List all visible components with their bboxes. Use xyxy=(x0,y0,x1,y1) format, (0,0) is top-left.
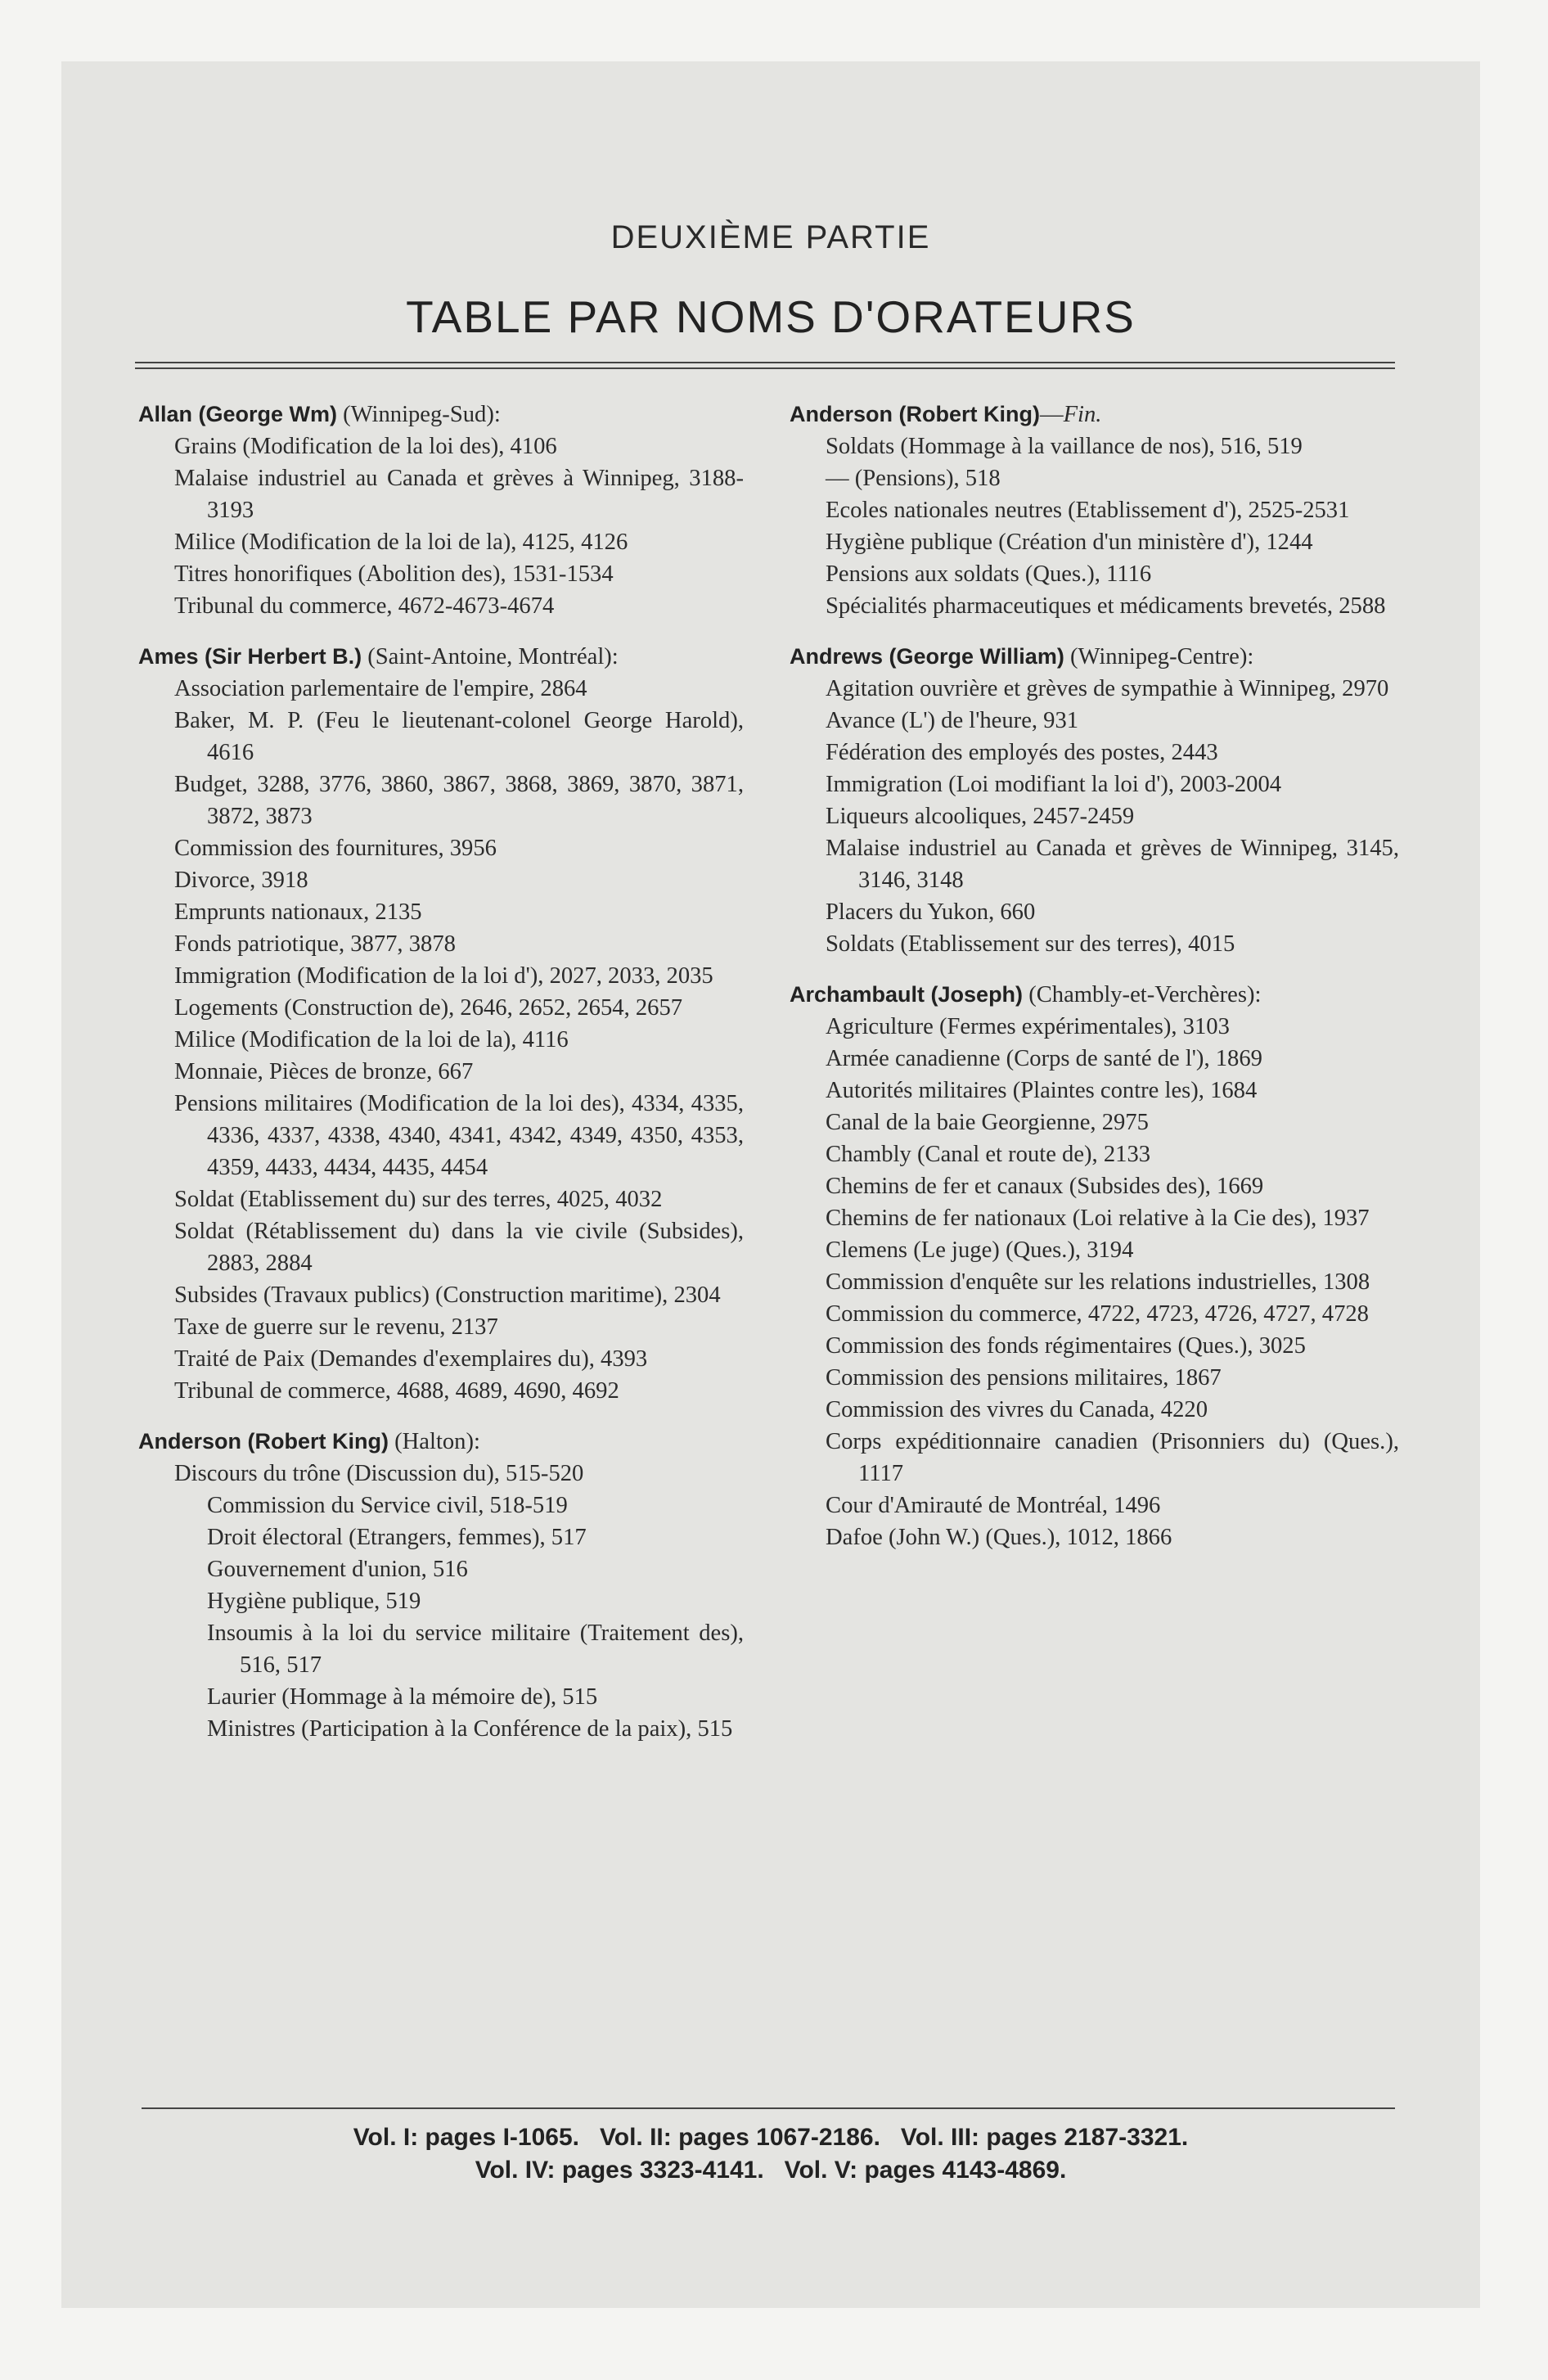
left-column xyxy=(138,399,744,1764)
index-item: Logements (Construction de), 2646, 2652, 2654, 2657 xyxy=(174,995,683,1021)
index-item: Subsides (Travaux publics) (Construction maritime), 2304 xyxy=(174,1282,721,1308)
index-item: Soldat (Etablissement du) sur des terres, 4025, 4032 xyxy=(174,1187,663,1212)
index-item: Fonds patriotique, 3877, 3878 xyxy=(174,931,456,957)
index-item: Discours du trône (Discussion du), 515-520 xyxy=(174,1461,584,1486)
index-item: Pensions aux soldats (Ques.), 1116 xyxy=(826,561,1152,587)
index-item: Liqueurs alcooliques, 2457-2459 xyxy=(826,804,1135,829)
index-item: — (Pensions), 518 xyxy=(826,466,1001,491)
index-item: Commission d'enquête sur les relations industrielles, 1308 xyxy=(826,1269,1370,1295)
index-item: Monnaie, Pièces de bronze, 667 xyxy=(174,1059,474,1084)
index-item: Commission des fonds régimentaires (Ques.), 3025 xyxy=(826,1333,1306,1359)
speaker-heading xyxy=(790,979,1399,1011)
index-item: Placers du Yukon, 660 xyxy=(826,899,1036,925)
index-item: Milice (Modification de la loi de la), 4125, 4126 xyxy=(174,530,628,555)
index-item: Canal de la baie Georgienne, 2975 xyxy=(826,1110,1149,1135)
speaker-riding: (Chambly-et-Verchères): xyxy=(1023,982,1262,1007)
index-subitem: Ministres (Participation à la Conférence de la paix), 515 xyxy=(207,1716,733,1742)
volume-pages-line-2: Vol. IV: pages 3323-4141. Vol. V: pages 4143-4869. xyxy=(475,2157,1067,2184)
index-item: Commission du commerce, 4722, 4723, 4726, 4727, 4728 xyxy=(826,1301,1369,1327)
index-item: Budget, 3288, 3776, 3860, 3867, 3868, 3869, 3870, 3871, 3872, 3873 xyxy=(174,772,744,829)
speaker-entry xyxy=(138,399,744,622)
speaker-riding: (Halton): xyxy=(388,1429,480,1454)
speaker-continued-dash: — xyxy=(1039,402,1064,427)
speaker-name: Andrews (George William) xyxy=(790,644,1064,669)
index-item: Spécialités pharmaceutiques et médicaments brevetés, 2588 xyxy=(826,593,1386,619)
index-item: Soldats (Hommage à la vaillance de nos), 516, 519 xyxy=(826,434,1303,459)
index-item: Malaise industriel au Canada et grèves de Winnipeg, 3145, 3146, 3148 xyxy=(826,836,1399,893)
index-item: Agriculture (Fermes expérimentales), 3103 xyxy=(826,1014,1230,1039)
speaker-entry xyxy=(138,641,744,1407)
right-column xyxy=(790,399,1399,1572)
index-item: Association parlementaire de l'empire, 2864 xyxy=(174,676,587,701)
index-item: Traité de Paix (Demandes d'exemplaires du), 4393 xyxy=(174,1346,648,1372)
speaker-heading xyxy=(790,641,1399,673)
index-item: Ecoles nationales neutres (Etablissement d'), 2525-2531 xyxy=(826,498,1350,523)
footer-divider xyxy=(142,2107,1395,2109)
index-item: Clemens (Le juge) (Ques.), 3194 xyxy=(826,1237,1134,1263)
index-item: Immigration (Modification de la loi d'), 2027, 2033, 2035 xyxy=(174,963,713,989)
index-item: Baker, M. P. (Feu le lieutenant-colonel George Harold), 4616 xyxy=(174,708,744,765)
index-item: Taxe de guerre sur le revenu, 2137 xyxy=(174,1314,498,1340)
speaker-entry xyxy=(790,979,1399,1553)
index-item: Malaise industriel au Canada et grèves à Winnipeg, 3188-3193 xyxy=(174,466,744,523)
index-item: Soldat (Rétablissement du) dans la vie civile (Subsides), 2883, 2884 xyxy=(174,1219,744,1276)
speaker-riding: (Winnipeg-Centre): xyxy=(1064,644,1254,669)
speaker-name: Allan (George Wm) xyxy=(138,402,338,426)
index-item: Chambly (Canal et route de), 2133 xyxy=(826,1142,1151,1167)
index-item: Armée canadienne (Corps de santé de l'), 1869 xyxy=(826,1046,1262,1071)
index-item: Tribunal du commerce, 4672-4673-4674 xyxy=(174,593,555,619)
index-item: Commission des vivres du Canada, 4220 xyxy=(826,1397,1208,1422)
index-subitem: Droit électoral (Etrangers, femmes), 517 xyxy=(207,1525,587,1550)
index-item: Titres honorifiques (Abolition des), 1531-1534 xyxy=(174,561,614,587)
speaker-entry xyxy=(138,1426,744,1745)
speaker-riding: (Winnipeg-Sud): xyxy=(337,402,501,427)
index-item: Corps expéditionnaire canadien (Prisonniers du) (Ques.), 1117 xyxy=(826,1429,1399,1486)
volume-pages-line-1: Vol. I: pages I-1065. Vol. II: pages 1067-2186. Vol. III: pages 2187-3321. xyxy=(353,2124,1189,2151)
speaker-heading xyxy=(138,641,744,673)
index-item: Divorce, 3918 xyxy=(174,868,308,893)
speaker-entry xyxy=(790,641,1399,960)
speaker-name: Archambault (Joseph) xyxy=(790,982,1024,1007)
index-item: Fédération des employés des postes, 2443 xyxy=(826,740,1218,765)
speaker-name: Anderson (Robert King) xyxy=(138,1429,389,1454)
index-item: Milice (Modification de la loi de la), 4116 xyxy=(174,1027,569,1053)
speaker-heading xyxy=(138,1426,744,1458)
page-title: TABLE PAR NOMS D'ORATEURS xyxy=(406,291,1136,342)
speaker-heading xyxy=(790,399,1399,430)
index-item: Commission des pensions militaires, 1867 xyxy=(826,1365,1222,1391)
index-item: Dafoe (John W.) (Ques.), 1012, 1866 xyxy=(826,1525,1172,1550)
index-item: Tribunal de commerce, 4688, 4689, 4690, 4692 xyxy=(174,1378,619,1404)
speaker-name: Anderson (Robert King) xyxy=(790,402,1040,426)
index-subitem: Insoumis à la loi du service militaire (Traitement des), 516, 517 xyxy=(207,1620,744,1678)
title-divider xyxy=(135,362,1395,369)
speaker-heading xyxy=(138,399,744,430)
index-item: Soldats (Etablissement sur des terres), 4015 xyxy=(826,931,1235,957)
index-item: Autorités militaires (Plaintes contre les), 1684 xyxy=(826,1078,1258,1103)
speaker-entry xyxy=(790,399,1399,622)
index-subitem: Gouvernement d'union, 516 xyxy=(207,1557,468,1582)
speaker-riding: (Saint-Antoine, Montréal): xyxy=(362,644,619,669)
index-item: Cour d'Amirauté de Montréal, 1496 xyxy=(826,1493,1161,1518)
index-page xyxy=(61,61,1480,2308)
index-item: Grains (Modification de la loi des), 4106 xyxy=(174,434,557,459)
part-heading: DEUXIÈME PARTIE xyxy=(610,219,931,255)
index-item: Chemins de fer nationaux (Loi relative à la Cie des), 1937 xyxy=(826,1206,1370,1231)
index-item: Pensions militaires (Modification de la loi des), 4334, 4335, 4336, 4337, 4338, 4340, 4341, 4342, 4349, 4350, 4353, 4359, 4433, 4434, 4435, 4454 xyxy=(174,1091,744,1180)
index-subitem: Hygiène publique, 519 xyxy=(207,1589,421,1614)
speaker-name: Ames (Sir Herbert B.) xyxy=(138,644,362,669)
index-item: Hygiène publique (Création d'un ministère d'), 1244 xyxy=(826,530,1313,555)
index-item: Emprunts nationaux, 2135 xyxy=(174,899,422,925)
index-item: Agitation ouvrière et grèves de sympathie à Winnipeg, 2970 xyxy=(826,676,1389,701)
index-item: Immigration (Loi modifiant la loi d'), 2003-2004 xyxy=(826,772,1282,797)
index-item: Chemins de fer et canaux (Subsides des), 1669 xyxy=(826,1174,1264,1199)
index-subitem: Laurier (Hommage à la mémoire de), 515 xyxy=(207,1684,598,1710)
index-item: Avance (L') de l'heure, 931 xyxy=(826,708,1079,733)
index-item: Commission des fournitures, 3956 xyxy=(174,836,497,861)
index-subitem: Commission du Service civil, 518-519 xyxy=(207,1493,568,1518)
speaker-continued-label: Fin. xyxy=(1063,402,1102,427)
